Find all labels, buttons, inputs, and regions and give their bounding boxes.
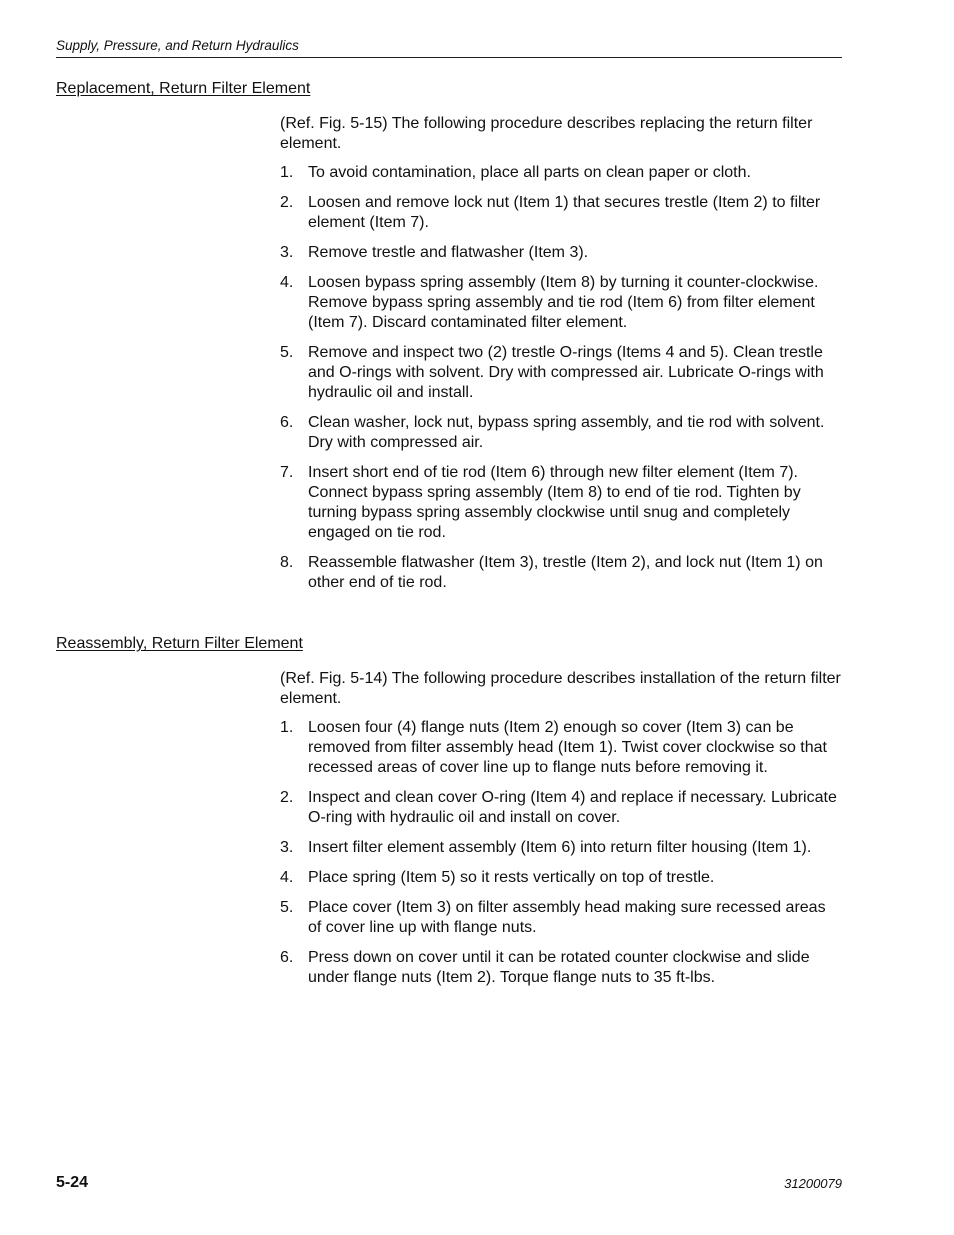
list-item (280, 718, 842, 778)
step-number: 6. (280, 414, 294, 431)
step-text: Clean washer, lock nut, bypass spring assembly, and tie rod with solvent. Dry with compressed air. (308, 414, 825, 451)
section-intro: (Ref. Fig. 5-14) The following procedure describes installation of the return filter element. (280, 670, 841, 707)
step-number: 4. (280, 274, 294, 291)
step-number: 7. (280, 464, 294, 481)
list-item (280, 463, 842, 543)
step-text: Loosen and remove lock nut (Item 1) that secures trestle (Item 2) to filter element (Item 7). (308, 194, 821, 231)
list-item (280, 898, 842, 938)
step-text: Insert filter element assembly (Item 6) into return filter housing (Item 1). (308, 839, 812, 856)
list-item (280, 868, 842, 888)
list-item (280, 838, 842, 858)
procedure-steps (280, 163, 842, 593)
step-text: To avoid contamination, place all parts on clean paper or cloth. (308, 164, 751, 181)
list-item (280, 273, 842, 333)
section-title-reassembly: Reassembly, Return Filter Element (56, 635, 303, 652)
section-body-replacement (280, 114, 842, 603)
step-text: Loosen four (4) flange nuts (Item 2) enough so cover (Item 3) can be removed from filter assembly head (Item 1). Twist cover clockwise so that recessed areas of cover line up to flange nuts before removing it. (308, 719, 827, 776)
step-number: 1. (280, 719, 294, 736)
step-number: 5. (280, 899, 294, 916)
section-title-replacement: Replacement, Return Filter Element (56, 80, 311, 97)
list-item (280, 788, 842, 828)
step-number: 5. (280, 344, 294, 361)
step-number: 6. (280, 949, 294, 966)
document-number: 31200079 (784, 1176, 842, 1191)
list-item (280, 193, 842, 233)
step-text: Inspect and clean cover O-ring (Item 4) and replace if necessary. Lubricate O-ring with hydraulic oil and install on cover. (308, 789, 837, 826)
header-divider (56, 57, 842, 58)
running-header: Supply, Pressure, and Return Hydraulics (56, 38, 299, 53)
step-text: Place cover (Item 3) on filter assembly head making sure recessed areas of cover line up with flange nuts. (308, 899, 826, 936)
list-item (280, 553, 842, 593)
step-number: 1. (280, 164, 294, 181)
step-text: Place spring (Item 5) so it rests vertically on top of trestle. (308, 869, 715, 886)
procedure-steps (280, 718, 842, 988)
step-text: Reassemble flatwasher (Item 3), trestle (Item 2), and lock nut (Item 1) on other end of tie rod. (308, 554, 823, 591)
step-number: 2. (280, 194, 294, 211)
section-body-reassembly (280, 669, 842, 998)
list-item (280, 413, 842, 453)
list-item (280, 243, 842, 263)
step-number: 2. (280, 789, 294, 806)
step-text: Insert short end of tie rod (Item 6) through new filter element (Item 7). Connect bypass spring assembly (Item 8) to end of tie rod. Tighten by turning bypass spring assembly clockwise until snug and completely engaged on tie rod. (308, 464, 801, 541)
step-number: 3. (280, 244, 294, 261)
step-text: Press down on cover until it can be rotated counter clockwise and slide under flange nuts (Item 2). Torque flange nuts to 35 ft-lbs. (308, 949, 810, 986)
page-number: 5-24 (56, 1174, 89, 1191)
step-text: Remove and inspect two (2) trestle O-rings (Items 4 and 5). Clean trestle and O-rings with solvent. Dry with compressed air. Lubricate O-rings with hydraulic oil and install. (308, 344, 824, 401)
step-number: 3. (280, 839, 294, 856)
step-text: Loosen bypass spring assembly (Item 8) by turning it counter-clockwise. Remove bypass spring assembly and tie rod (Item 6) from filter element (Item 7). Discard contaminated filter element. (308, 274, 819, 331)
section-intro: (Ref. Fig. 5-15) The following procedure describes replacing the return filter element. (280, 115, 813, 152)
step-number: 8. (280, 554, 294, 571)
step-text: Remove trestle and flatwasher (Item 3). (308, 244, 589, 261)
list-item (280, 163, 842, 183)
list-item (280, 343, 842, 403)
step-number: 4. (280, 869, 294, 886)
list-item (280, 948, 842, 988)
